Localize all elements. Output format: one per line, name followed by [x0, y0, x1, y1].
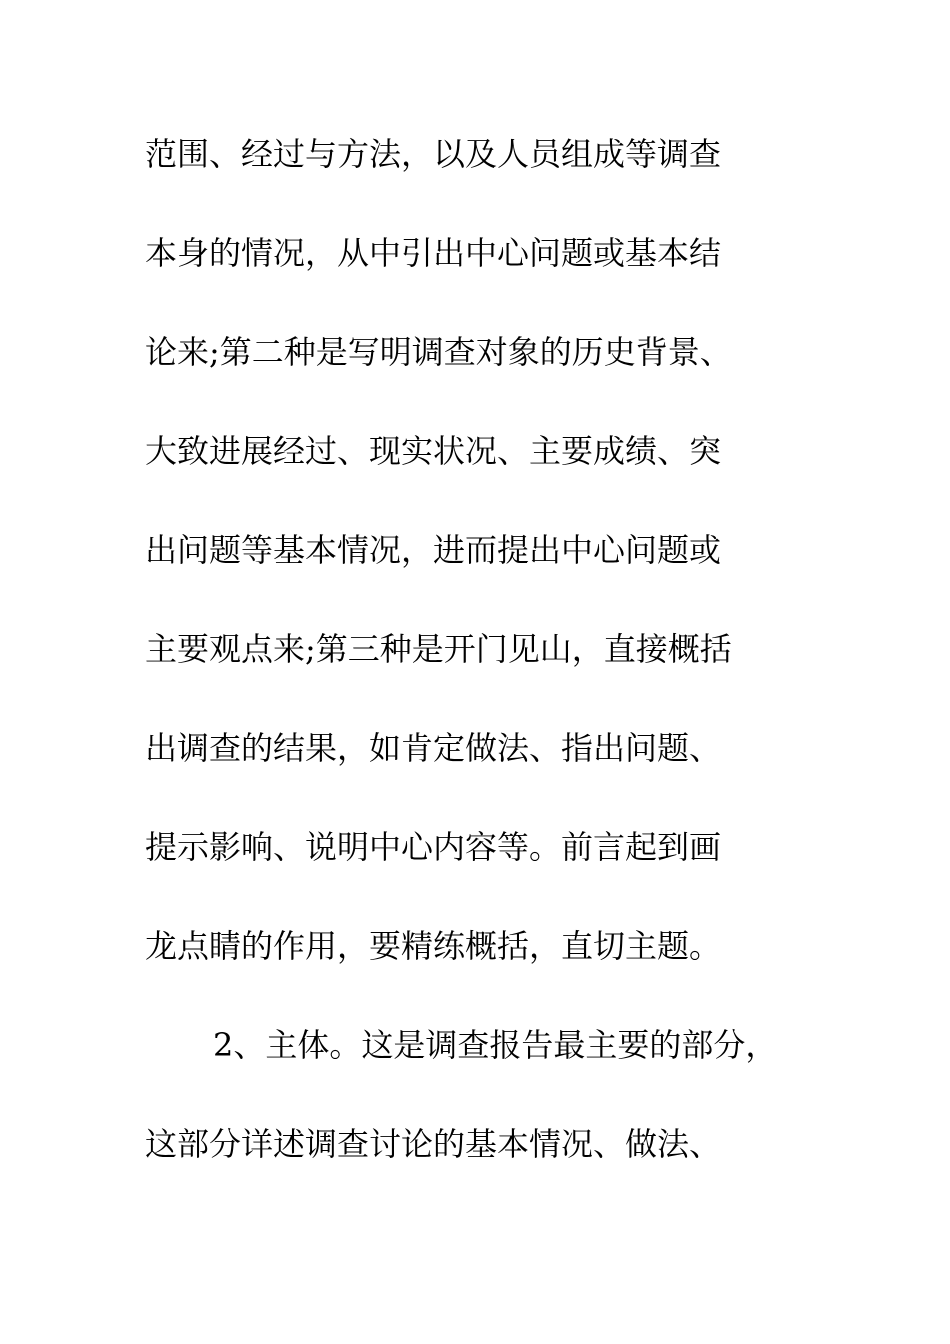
body-text-line: 主要观点来;第三种是开门见山，直接概括 [145, 630, 732, 668]
body-text-line: 范围、经过与方法，以及人员组成等调查 [145, 135, 722, 173]
body-text-line: 龙点睛的作用，要精练概括，直切主题。 [145, 927, 722, 965]
body-text-line: 论来;第二种是写明调查对象的历史背景、 [145, 333, 732, 371]
body-text-line: 这部分详述调查讨论的基本情况、做法、 [145, 1125, 722, 1163]
body-text-line: 大致进展经过、现实状况、主要成绩、突 [145, 432, 722, 470]
body-text-line: 本身的情况，从中引出中心问题或基本结 [145, 234, 722, 272]
body-text-line: 提示影响、说明中心内容等。前言起到画 [145, 828, 722, 866]
section-heading-line: 2、主体。这是调查报告最主要的部分， [213, 1026, 778, 1064]
body-text-line: 出调查的结果，如肯定做法、指出问题、 [145, 729, 722, 767]
body-text-line: 出问题等基本情况，进而提出中心问题或 [145, 531, 722, 569]
